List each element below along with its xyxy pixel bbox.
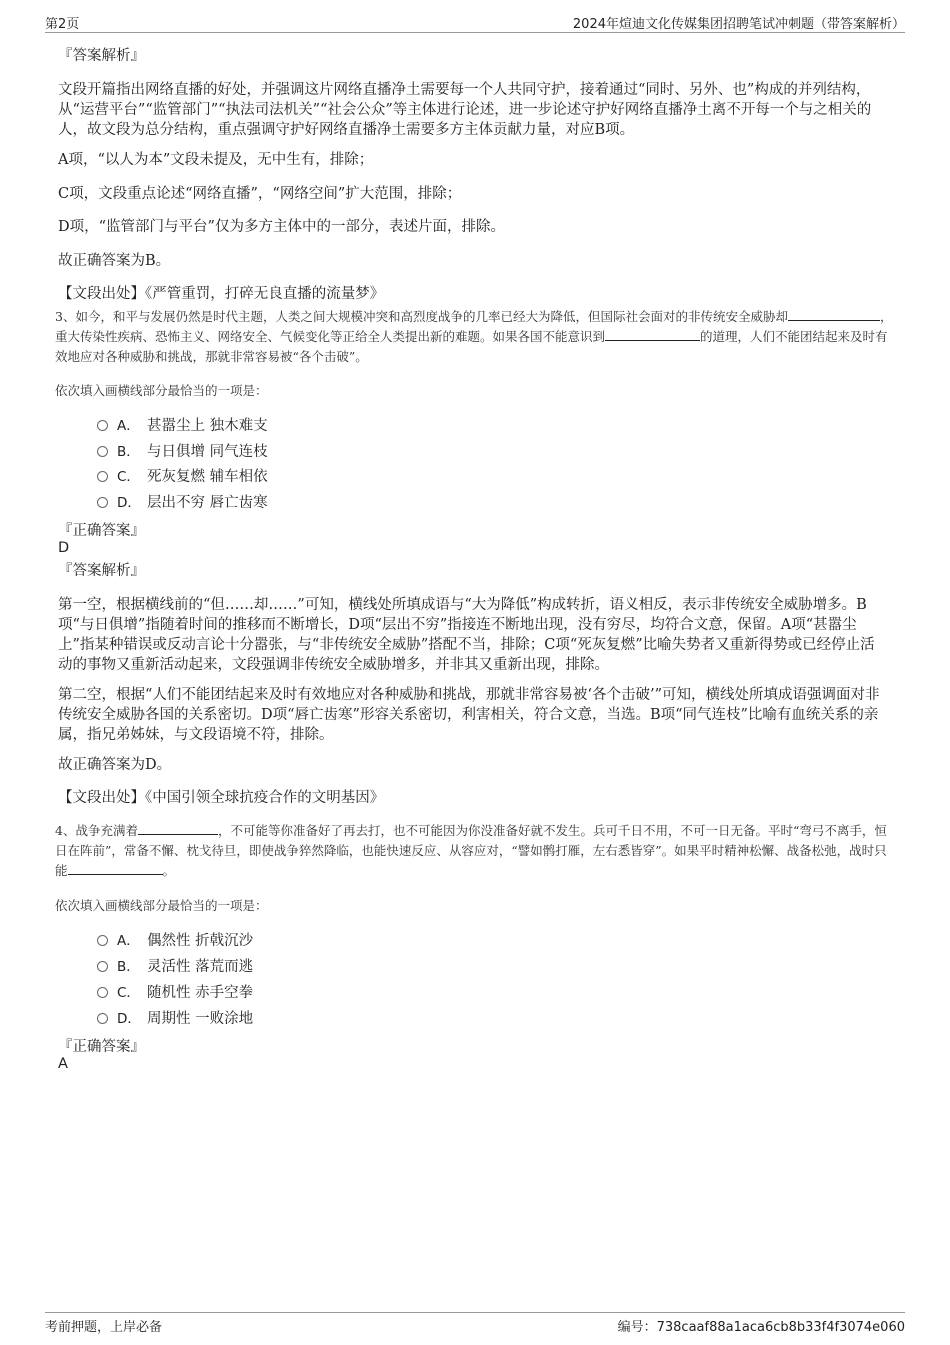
page-footer	[45, 1312, 905, 1335]
radio-icon[interactable]	[97, 471, 108, 482]
q3-stem: 3、如今，和平与发展仍然是时代主题，人类之间大规模冲突和高烈度战争的几率已经大为降低，但国际社会面对的非传统安全威胁却 ，重大传染性疾病、恐怖主义、网络安全、气候变化等正给全人类提出新的难题。如果各国不能意识到 的道理，人们不能团结起来及时有效地应对各种威胁和挑战，那就非常容易被“各个击破”。	[55, 309, 893, 364]
q4-stem: 4、战争充满着 ，不可能等你准备好了再去打，也不可能因为你没准备好就不发生。兵可千日不用，不可一日无备。平时“弯弓不离手，恒日在阵前”，常备不懈、枕戈待旦，即使战争猝然降临，也能快速反应、从容应对，“譬如鹘打雁，左右悉皆穿”。如果平时精神松懈、战备松弛，战时只能 。	[55, 823, 887, 878]
radio-icon[interactable]	[97, 961, 108, 972]
q2-analysis-option-c: C项，文段重点论述“网络直播”，“网络空间”扩大范围，排除；	[58, 186, 462, 202]
q4-option-c[interactable]: C． 随机性 赤手空拳	[97, 983, 253, 1003]
q3-option-b[interactable]: B． 与日俱增 同气连枝	[97, 442, 268, 462]
q2-conclusion: 故正确答案为B。	[58, 253, 171, 269]
q3-source: 【文段出处】《中国引领全球抗疫合作的文明基因》	[58, 790, 385, 806]
document-code: 编号：738caaf88a1aca6cb8b33f4f3074e060	[617, 1320, 905, 1335]
radio-icon[interactable]	[97, 1013, 108, 1024]
radio-icon[interactable]	[97, 935, 108, 946]
q4-blank-2	[68, 862, 163, 875]
q3-conclusion: 故正确答案为D。	[58, 757, 172, 773]
q3-analysis-paragraph-1: 第一空，根据横线前的“但……却……”可知，横线处所填成语与“大为降低”构成转折，语义相反，表示非传统安全威胁增多。B项“与日俱增”指随着时间的推移而不断增长，D项“层出不穷”指接连不断地出现，没有穷尽，均符合文意，保留。A项“甚嚣尘上”指某种错误或反动言论十分嚣张，与“非传统安全威胁”搭配不当，排除；C项“死灰复燃”比喻失势者又重新得势或已经停止活动的事物又重新活动起来，文段强调非传统安全威胁增多，并非其又重新出现，排除。	[58, 597, 875, 673]
q3-blank-1	[788, 308, 880, 321]
q3-answer: D	[58, 540, 70, 556]
q3-answer-label: 『正确答案』	[58, 523, 145, 539]
q4-option-b[interactable]: B． 灵活性 落荒而逃	[97, 957, 253, 977]
q3-analysis-label: 『答案解析』	[58, 563, 145, 579]
page-number: 第2页	[45, 17, 80, 32]
radio-icon[interactable]	[97, 446, 108, 457]
q4-answer: A	[58, 1056, 68, 1072]
q3-option-d[interactable]: D． 层出不穷 唇亡齿寒	[97, 493, 268, 513]
q2-analysis-option-a: A项，“以人为本”文段未提及，无中生有，排除；	[58, 152, 374, 168]
document-title: 2024年煊迪文化传媒集团招聘笔试冲刺题（带答案解析）	[572, 17, 905, 32]
q2-analysis-label: 『答案解析』	[58, 48, 145, 64]
q2-source: 【文段出处】《严管重罚，打碎无良直播的流量梦》	[58, 286, 385, 302]
radio-icon[interactable]	[97, 497, 108, 508]
footer-slogan: 考前押题，上岸必备	[45, 1320, 163, 1335]
radio-icon[interactable]	[97, 420, 108, 431]
q3-option-a[interactable]: A． 甚嚣尘上 独木难支	[97, 416, 268, 436]
q4-option-d[interactable]: D． 周期性 一败涂地	[97, 1009, 253, 1029]
q3-blank-2	[605, 328, 700, 341]
radio-icon[interactable]	[97, 987, 108, 998]
q4-answer-label: 『正确答案』	[58, 1039, 145, 1055]
page-header	[45, 10, 905, 33]
q2-analysis-option-d: D项，“监管部门与平台”仅为多方主体中的一部分，表述片面，排除。	[58, 219, 505, 235]
q3-analysis-paragraph-2: 第二空，根据“人们不能团结起来及时有效地应对各种威胁和挑战，那就非常容易被‘各个击破’”可知，横线处所填成语强调面对非传统安全威胁各国的关系密切。D项“唇亡齿寒”形容关系密切，利害相关，符合文意，当选。B项“同气连枝”比喻有血统关系的亲属，指兄弟姊妹，与文段语境不符，排除。	[58, 687, 880, 743]
q4-prompt: 依次填入画横线部分最恰当的一项是：	[55, 898, 268, 913]
q4-blank-1	[138, 822, 218, 835]
q4-option-a[interactable]: A． 偶然性 折戟沉沙	[97, 931, 253, 951]
q2-analysis-paragraph: 文段开篇指出网络直播的好处，并强调这片网络直播净土需要每一个人共同守护，接着通过“同时、另外、也”构成的并列结构，从“运营平台”“监管部门”“执法司法机关”“社会公众”等主体进行论述，进一步论述守护好网络直播净土离不开每一个与之相关的人，故文段为总分结构，重点强调守护好网络直播净土需要多方主体贡献力量，对应B项。	[58, 82, 872, 138]
q3-option-c[interactable]: C． 死灰复燃 辅车相依	[97, 467, 268, 487]
q3-prompt: 依次填入画横线部分最恰当的一项是：	[55, 383, 268, 398]
